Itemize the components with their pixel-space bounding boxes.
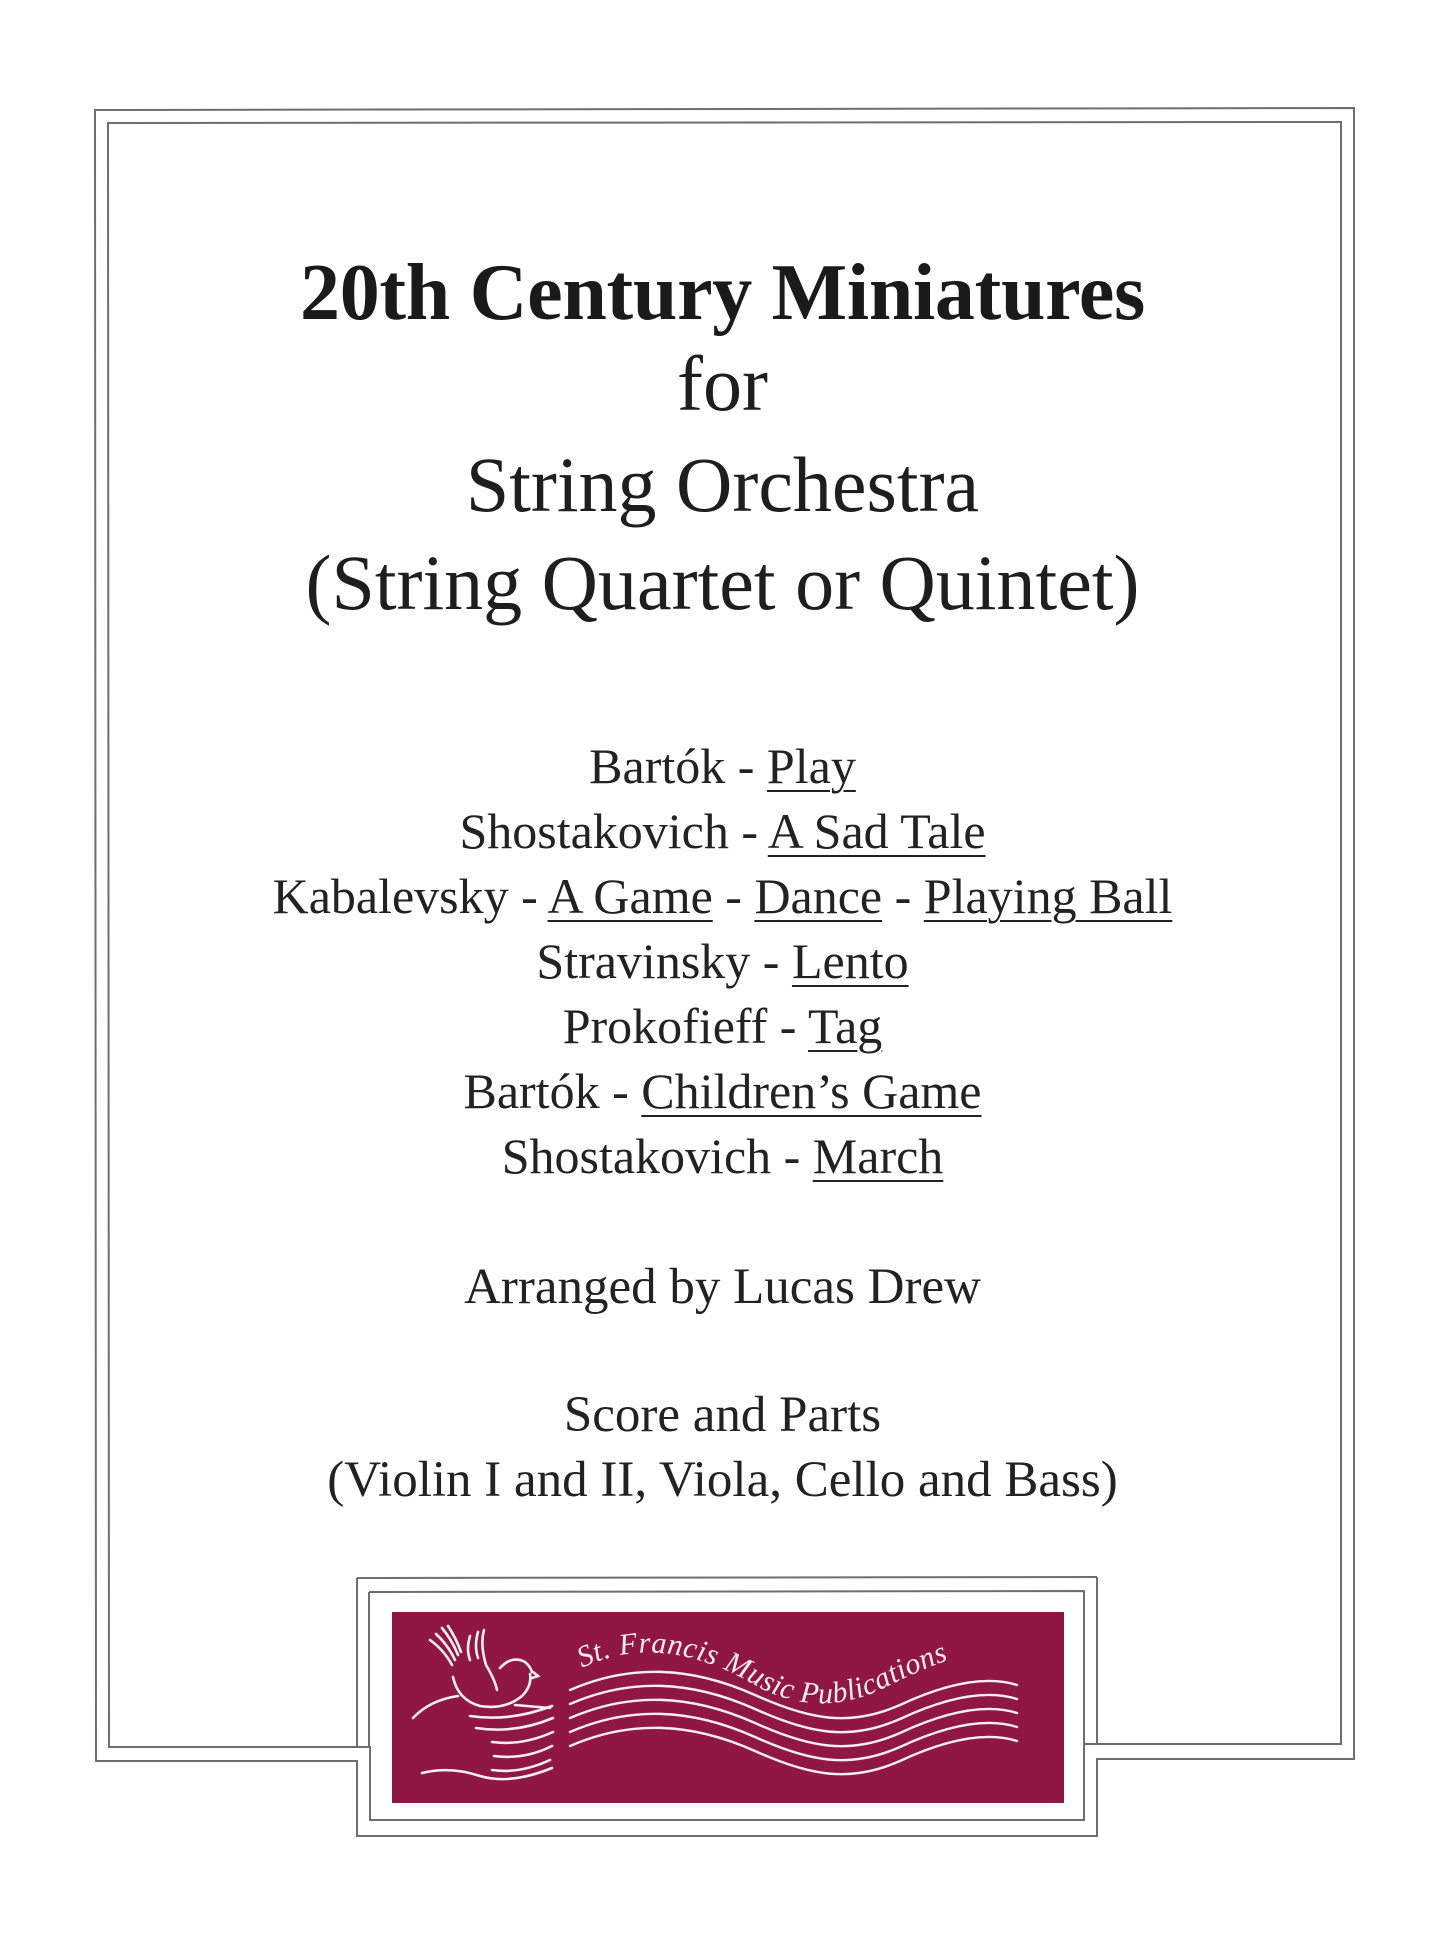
composer-name: Bartók: [463, 1063, 600, 1119]
composer-name: Shostakovich: [459, 803, 729, 859]
separator: -: [750, 933, 792, 989]
subtitle-alternate-ensemble: (String Quartet or Quintet): [305, 539, 1140, 626]
composer-name: Stravinsky: [536, 933, 751, 989]
separator: -: [767, 998, 809, 1054]
subtitle-for: for: [677, 340, 768, 427]
piece-line: [0, 738, 1445, 794]
piece-line: [0, 1063, 1445, 1119]
piece-line: [0, 803, 1445, 859]
instrumentation: (Violin I and II, Viola, Cello and Bass): [327, 1452, 1118, 1508]
piece-title: Dance: [754, 868, 883, 924]
piece-line: [0, 1128, 1445, 1184]
piece-line: [0, 998, 1445, 1054]
contents-label: Score and Parts: [563, 1387, 882, 1443]
logo-box-outer-top: [357, 1577, 1097, 1578]
publisher-name: St. Francis Music Publications: [571, 1626, 952, 1711]
separator: -: [712, 868, 755, 924]
piece-title: Tag: [808, 998, 883, 1054]
separator: -: [508, 868, 548, 924]
arranger-credit: Arranged by Lucas Drew: [464, 1259, 981, 1315]
piece-line: [0, 933, 1445, 989]
composer-name: Bartók: [589, 738, 726, 794]
piece-title: March: [812, 1128, 944, 1184]
subtitle-ensemble: String Orchestra: [465, 441, 980, 528]
separator: -: [771, 1128, 813, 1184]
piece-line: [0, 868, 1445, 924]
separator: -: [728, 803, 768, 859]
document-title: 20th Century Miniatures: [300, 249, 1145, 337]
piece-title: Children’s Game: [641, 1063, 982, 1119]
composer-name: Prokofieff: [562, 998, 768, 1054]
composer-name: Kabalevsky: [272, 868, 509, 924]
separator: -: [725, 738, 767, 794]
publisher-logo: [392, 1612, 1064, 1803]
piece-title: A Game: [547, 868, 713, 924]
piece-title: Play: [766, 738, 856, 794]
piece-title: Lento: [791, 933, 909, 989]
separator: -: [599, 1063, 642, 1119]
separator: -: [882, 868, 924, 924]
piece-title: A Sad Tale: [767, 803, 986, 859]
composer-name: Shostakovich: [501, 1128, 772, 1184]
piece-title: Playing Ball: [923, 868, 1173, 924]
